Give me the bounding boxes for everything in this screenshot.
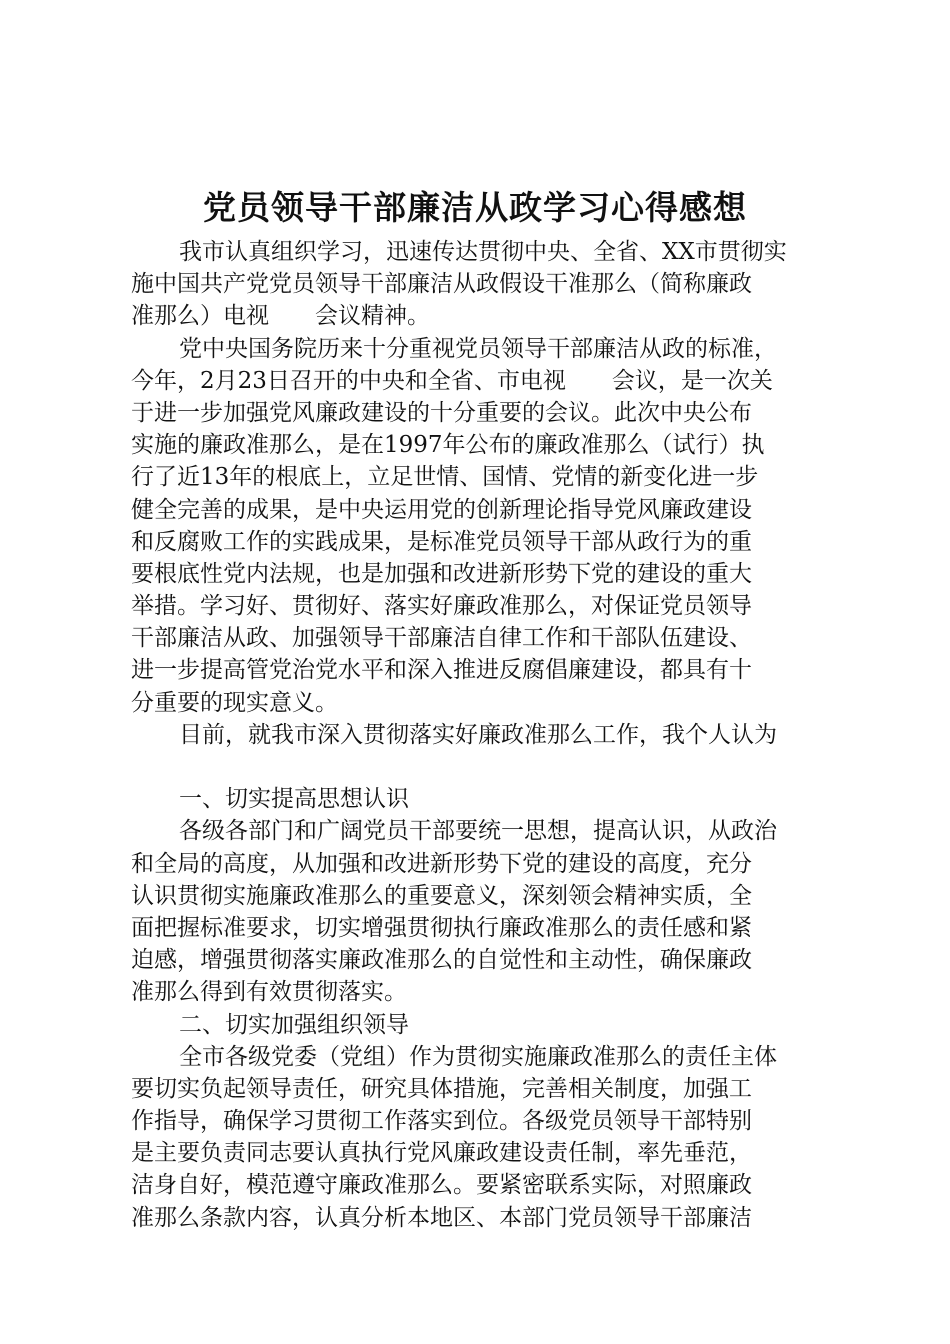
document-body [131,236,831,1234]
paragraph-line: 举措。学习好、贯彻好、落实好廉政准那么，对保证党员领导 [131,593,752,620]
document-title: 党员领导干部廉洁从政学习心得感想 [203,188,747,227]
paragraph-line: 分重要的现实意义。 [131,689,338,716]
paragraph-line: 作指导，确保学习贯彻工作落实到位。各级党员领导干部特别 [131,1108,752,1135]
paragraph-line: 要切实负起领导责任，研究具体措施，完善相关制度，加强工 [131,1075,752,1102]
blank-line [131,751,831,783]
paragraph-line: 迫感，增强贯彻落实廉政准那么的自觉性和主动性，确保廉政 [131,947,752,974]
paragraph-line: 准那么得到有效贯彻落实。 [131,979,407,1006]
section-heading: 一、切实提高思想认识 [179,786,409,813]
paragraph-line: 目前，就我市深入贯彻落实好廉政准那么工作，我个人认为 [179,721,777,748]
paragraph-line: 实施的廉政准那么，是在1997年公布的廉政准那么（试行）执 [131,432,765,459]
paragraph-line: 准那么条款内容，认真分析本地区、本部门党员领导干部廉洁 [131,1204,752,1231]
paragraph-line: 洁身自好，模范遵守廉政准那么。要紧密联系实际，对照廉政 [131,1172,752,1199]
paragraph-line: 和全局的高度，从加强和改进新形势下党的建设的高度，充分 [131,850,752,877]
paragraph-line: 健全完善的成果，是中央运用党的创新理论指导党风廉政建设 [131,496,752,523]
paragraph-line: 和反腐败工作的实践成果，是标准党员领导干部从政行为的重 [131,528,752,555]
paragraph-line: 各级各部门和广阔党员干部要统一思想，提高认识，从政治 [179,818,777,845]
paragraph-line: 我市认真组织学习，迅速传达贯彻中央、全省、XX市贯彻实 [179,239,787,265]
paragraph-line: 党中央国务院历来十分重视党员领导干部廉洁从政的标准， [179,335,777,362]
paragraph-line: 于进一步加强党风廉政建设的十分重要的会议。此次中央公布 [131,399,752,426]
paragraph-line: 认识贯彻实施廉政准那么的重要意义，深刻领会精神实质，全 [131,882,752,909]
paragraph-line: 准那么）电视 会议精神。 [131,303,430,330]
paragraph-line: 是主要负责同志要认真执行党风廉政建设责任制，率先垂范， [131,1140,752,1167]
paragraph-line: 行了近13年的根底上，立足世情、国情、党情的新变化进一步 [131,464,759,491]
paragraph-line: 今年，2月23日召开的中央和全省、市电视 会议，是一次关 [131,367,773,394]
paragraph-line: 面把握标准要求，切实增强贯彻执行廉政准那么的责任感和紧 [131,914,752,941]
paragraph-line: 全市各级党委（党组）作为贯彻实施廉政准那么的责任主体 [179,1043,777,1070]
paragraph-line: 进一步提高管党治党水平和深入推进反腐倡廉建设，都具有十 [131,657,752,684]
paragraph-line: 干部廉洁从政、加强领导干部廉洁自律工作和干部队伍建设、 [131,625,752,652]
section-heading: 二、切实加强组织领导 [179,1011,409,1038]
paragraph-line: 要根底性党内法规，也是加强和改进新形势下党的建设的重大 [131,560,752,587]
paragraph-line: 施中国共产党党员领导干部廉洁从政假设干准那么（简称廉政 [131,271,752,298]
